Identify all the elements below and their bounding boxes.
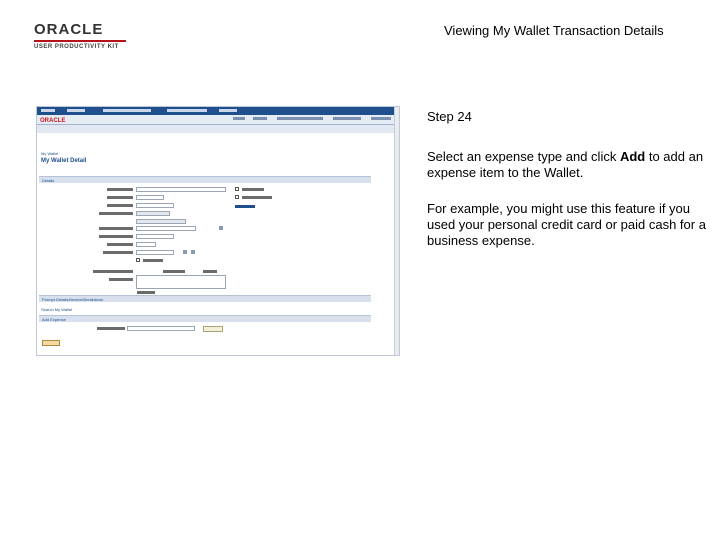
logo-subtitle: USER PRODUCTIVITY KIT [34,44,119,50]
confirmation-label [99,212,133,215]
location-label [99,227,133,230]
amount-field[interactable] [136,234,174,239]
step-number: Step 24 [427,109,472,124]
location-field[interactable] [136,226,196,231]
exchange-rate-label [103,251,133,254]
transaction-date-label [107,196,133,199]
amount-label [99,235,133,238]
non-reimbursable-checkbox[interactable] [235,195,239,199]
currency-label [107,243,133,246]
merchant-field [136,219,186,224]
expense-type-label [107,188,133,191]
expense-type-field[interactable] [136,187,226,192]
brand-bar [37,115,396,125]
application-screenshot [36,106,400,356]
details-section-header[interactable] [39,176,371,183]
prompt-details-label: Prompt Details/Itemize/Breakdown [42,297,104,302]
instruction-text-2: to add an expense item to the Wallet. [427,149,704,180]
confirmation-field [136,211,170,216]
slide-title: Viewing My Wallet Transaction Details [444,23,664,38]
details-label: Details [42,178,55,183]
search-wallet-link[interactable]: Search My Wallet [41,307,73,312]
calculator-icon[interactable] [183,250,187,254]
step-instruction [427,149,717,181]
instruction-text-1: Select an expense type and click [427,149,620,164]
description-label [109,278,133,281]
attachments-link[interactable] [235,205,255,208]
page-header: My Wallet [41,151,59,156]
description-field[interactable] [136,275,226,289]
scrollbar[interactable] [394,107,399,355]
exchange-rate-field[interactable] [136,250,174,255]
add-expense-label: Add Expense [42,317,66,322]
reimbursement-currency [203,270,217,273]
reimbursement-value [163,270,185,273]
add-button[interactable] [203,326,223,332]
step-example: For example, you might use this feature if you used your personal credit card or paid cash for a business expense. [427,201,706,248]
default-rate-checkbox[interactable] [136,258,140,262]
user-id-text [137,291,155,294]
oracle-logo [34,22,154,50]
transaction-date-field[interactable] [136,195,164,200]
expense-type-select-label [97,327,125,330]
add-expense-section[interactable] [39,315,371,322]
page-title: My Wallet Detail [41,158,87,164]
currency-field[interactable] [136,242,156,247]
prompt-details-section[interactable] [39,295,371,302]
non-reimbursable-label [242,196,272,199]
mini-oracle-logo: ORACLE [40,118,66,124]
ready-checkbox[interactable] [235,187,239,191]
reimbursement-label [93,270,133,273]
instruction-bold-add: Add [619,149,646,164]
payment-type-label [107,204,133,207]
default-rate-label [143,259,163,262]
logo-word: ORACLE [34,21,104,38]
logo-rule [34,40,126,42]
refresh-icon[interactable] [191,250,195,254]
search-icon[interactable] [219,226,223,230]
ready-label [242,188,264,191]
top-nav-bar [37,107,396,115]
payment-type-field[interactable] [136,203,174,208]
expense-type-select[interactable] [127,326,195,331]
done-button[interactable] [42,340,60,346]
sub-bar [37,125,396,133]
